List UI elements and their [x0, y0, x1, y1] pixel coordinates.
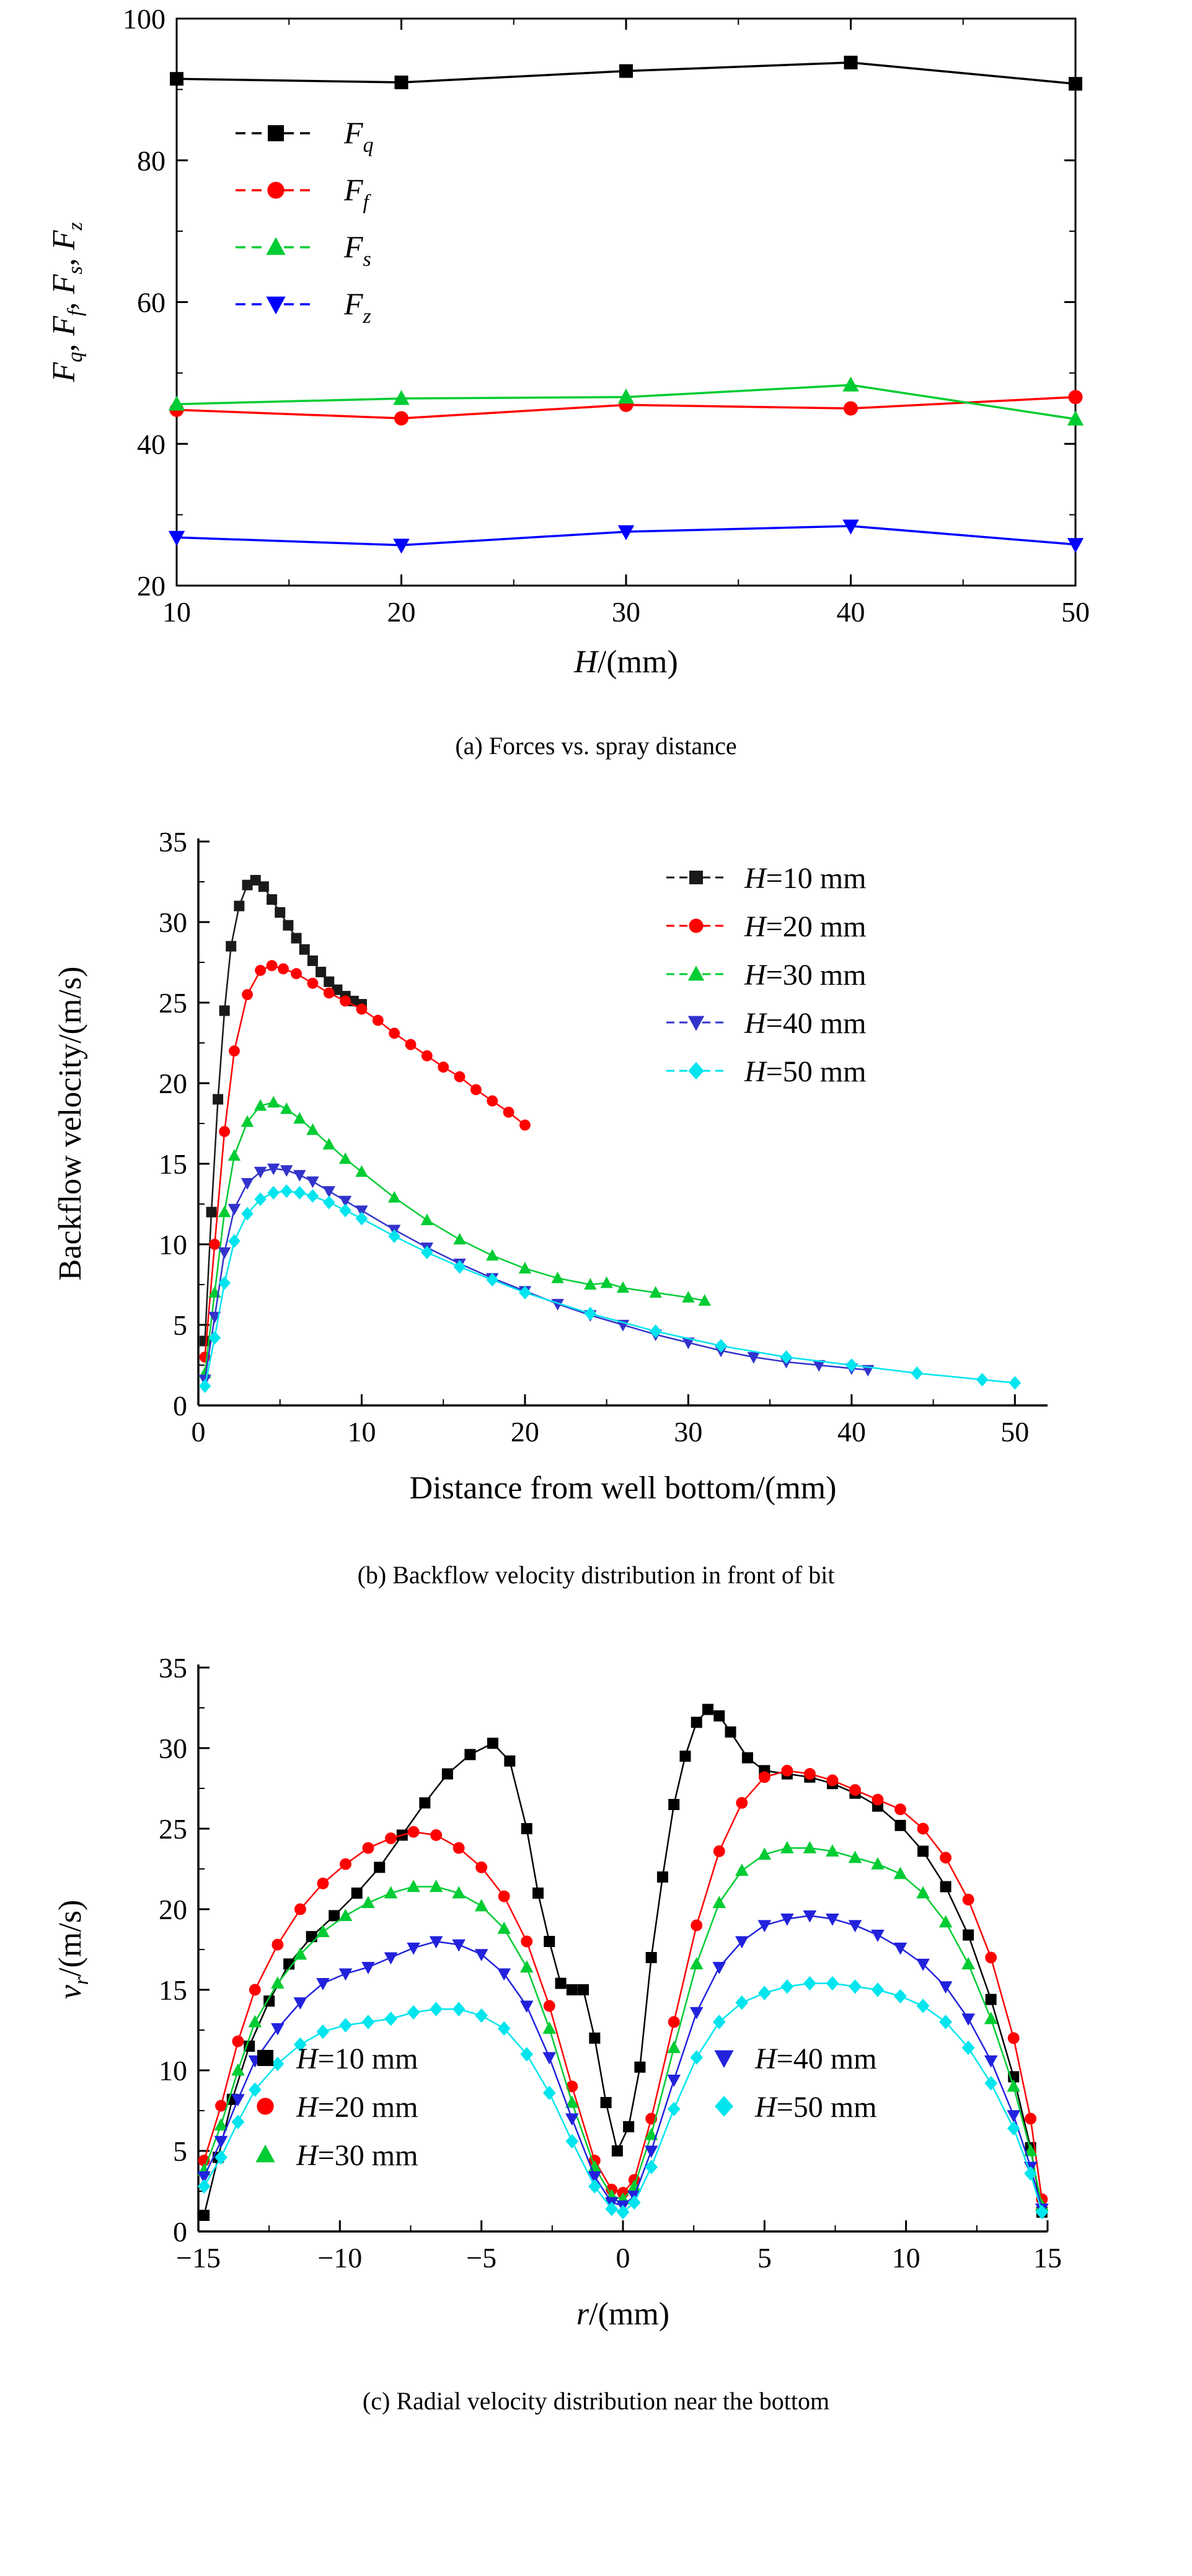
data-point-H=20 mm: [430, 1829, 442, 1841]
data-point-H=20 mm: [781, 1765, 793, 1777]
y-tick-label: 0: [173, 1390, 187, 1422]
data-point-H=50 mm: [976, 1373, 989, 1386]
panel-c: [0, 1624, 1192, 2416]
data-point-H=20 mm: [519, 1120, 531, 1131]
data-point-H=30 mm: [486, 1249, 498, 1261]
data-point-H=50 mm: [984, 2076, 997, 2090]
data-point-H=20 mm: [917, 1823, 929, 1835]
data-point-H=50 mm: [407, 2005, 420, 2020]
data-point-H=40 mm: [271, 2023, 285, 2036]
data-point-H=50 mm: [735, 1995, 748, 2010]
data-point-H=20 mm: [940, 1852, 951, 1863]
chart-c: [0, 1624, 1192, 2386]
x-tick-label: 40: [836, 596, 865, 628]
panel-a-caption: (a) Forces vs. spray distance: [455, 732, 737, 760]
data-point-H=10 mm: [206, 1207, 217, 1218]
data-point-H=50 mm: [323, 1195, 335, 1209]
data-point-H=10 mm: [742, 1752, 753, 1764]
x-axis-label: Distance from well bottom/(mm): [409, 1470, 837, 1506]
data-point-H=20 mm: [373, 1015, 384, 1026]
data-point-H=40 mm: [849, 1920, 862, 1932]
data-point-H=50 mm: [1007, 2121, 1020, 2135]
data-point-H=10 mm: [306, 1931, 317, 1942]
x-tick-label: 50: [1000, 1416, 1030, 1448]
data-point-H=40 mm: [542, 2052, 556, 2065]
data-point-H=50 mm: [781, 1979, 794, 1994]
data-point-H=20 mm: [1025, 2113, 1036, 2125]
data-point-H=50 mm: [453, 2002, 466, 2016]
data-point-H=10 mm: [725, 1726, 736, 1738]
data-point-H=40 mm: [241, 1178, 254, 1190]
data-point-H=50 mm: [1024, 2166, 1037, 2181]
series-line-H=20 mm: [204, 1770, 1042, 2199]
panel-b: [0, 798, 1192, 1590]
data-point-H=30 mm: [407, 1879, 420, 1892]
data-point-H=50 mm: [294, 1186, 306, 1200]
data-point-H=20 mm: [229, 1045, 240, 1057]
data-point-H=30 mm: [916, 1886, 930, 1899]
data-point-H=20 mm: [438, 1062, 449, 1073]
data-point-H=40 mm: [984, 2055, 998, 2068]
y-tick-label: 80: [137, 144, 166, 177]
data-point-H=10 mm: [589, 2033, 600, 2044]
data-point-H=10 mm: [329, 1910, 340, 1921]
data-point-H=30 mm: [421, 1213, 433, 1225]
x-tick-label: 20: [510, 1416, 539, 1448]
data-point-H=30 mm: [803, 1841, 817, 1853]
data-point-H=10 mm: [691, 1717, 702, 1728]
data-point-H=50 mm: [339, 2018, 352, 2033]
data-point-H=10 mm: [917, 1845, 929, 1857]
legend-label-H=20 mm: H=20 mm: [744, 910, 867, 943]
data-point-Fq: [619, 64, 633, 78]
data-point-H=50 mm: [267, 1186, 280, 1200]
data-point-H=10 mm: [351, 1888, 363, 1899]
legend-marker-H=10 mm: [257, 2050, 273, 2066]
data-point-H=40 mm: [520, 2000, 534, 2013]
data-point-H=40 mm: [565, 2113, 579, 2125]
data-point-H=20 mm: [1008, 2033, 1020, 2044]
data-point-H=10 mm: [555, 1978, 567, 1989]
data-point-H=20 mm: [498, 1891, 510, 1902]
data-point-H=50 mm: [894, 1989, 907, 2003]
data-point-H=40 mm: [690, 2007, 704, 2020]
data-point-H=10 mm: [299, 944, 310, 955]
data-point-H=10 mm: [226, 941, 236, 952]
y-tick-label: 30: [159, 1733, 187, 1764]
data-point-H=50 mm: [826, 1976, 839, 1990]
data-point-H=50 mm: [307, 1189, 319, 1203]
data-point-H=20 mm: [826, 1775, 838, 1787]
legend-label-Fz: $F_z$: [344, 286, 371, 328]
data-point-H=50 mm: [199, 1379, 211, 1393]
data-point-H=40 mm: [758, 1920, 772, 1932]
legend-marker-H=30 mm: [255, 2145, 275, 2163]
x-tick-label: 20: [387, 596, 416, 628]
data-point-H=30 mm: [267, 1096, 280, 1108]
data-point-H=20 mm: [307, 978, 318, 989]
data-point-H=10 mm: [198, 2210, 210, 2221]
plot-frame: [177, 19, 1075, 586]
y-axis-label: $v_r/(m/s)$: [53, 1899, 93, 2000]
x-tick-label: 50: [1061, 596, 1090, 628]
data-point-H=20 mm: [454, 1071, 466, 1083]
legend-marker-Fq: [268, 125, 284, 141]
data-point-H=10 mm: [219, 1006, 230, 1016]
y-tick-label: 25: [159, 1813, 187, 1845]
legend-label-H=10 mm: H=10 mm: [744, 862, 867, 895]
legend-label-Ff: $F_f$: [344, 172, 369, 214]
data-point-H=20 mm: [453, 1842, 465, 1854]
data-point-H=50 mm: [543, 2086, 556, 2100]
x-axis-label: r/(mm): [576, 2297, 670, 2332]
legend-label-Fq: $F_q$: [344, 115, 374, 157]
data-point-H=30 mm: [961, 1957, 975, 1969]
data-point-H=10 mm: [419, 1797, 430, 1808]
data-point-H=50 mm: [849, 1979, 862, 1994]
x-tick-label: 30: [674, 1416, 703, 1448]
panel-a: [0, 0, 1192, 761]
data-point-H=10 mm: [307, 956, 318, 966]
x-tick-label: −15: [176, 2242, 221, 2274]
data-point-H=10 mm: [713, 1710, 725, 1721]
data-point-H=50 mm: [803, 1976, 816, 1990]
legend-marker-H=30 mm: [688, 965, 704, 980]
data-point-H=40 mm: [228, 1204, 241, 1216]
legend-marker-Ff: [267, 182, 284, 198]
legend-label-Fs: $F_s$: [344, 229, 371, 271]
y-tick-label: 10: [159, 1229, 187, 1260]
legend-marker-H=40 mm: [688, 1016, 704, 1031]
data-point-H=10 mm: [213, 1094, 223, 1105]
data-point-H=40 mm: [306, 1177, 319, 1189]
data-point-H=20 mm: [278, 963, 289, 974]
panel-c-caption: (c) Radial velocity distribution near the bottom: [362, 2387, 830, 2415]
legend-label-H=30 mm: H=30 mm: [296, 2139, 418, 2172]
data-point-H=20 mm: [475, 1862, 487, 1873]
data-point-H=40 mm: [497, 1968, 511, 1980]
data-point-H=50 mm: [715, 1339, 727, 1353]
data-point-H=50 mm: [585, 1307, 597, 1321]
data-point-H=20 mm: [470, 1084, 482, 1095]
data-point-H=40 mm: [475, 1949, 488, 1961]
y-axis-label: $F_q$, $F_f$, $F_s$, $F_z$: [46, 222, 87, 382]
data-point-H=10 mm: [601, 2097, 612, 2108]
legend-marker-H=10 mm: [689, 871, 703, 884]
data-point-Fq: [1069, 77, 1082, 90]
y-tick-label: 10: [159, 2055, 187, 2086]
data-point-H=50 mm: [565, 2134, 578, 2148]
legend-label-H=10 mm: H=10 mm: [296, 2042, 418, 2075]
data-point-H=40 mm: [316, 1978, 330, 1990]
series-line-H=30 mm: [205, 1102, 705, 1373]
data-point-H=20 mm: [985, 1952, 997, 1964]
data-point-H=20 mm: [272, 1939, 283, 1951]
x-tick-label: 5: [757, 2242, 772, 2274]
data-point-H=20 mm: [872, 1794, 884, 1806]
data-point-H=20 mm: [294, 1904, 306, 1915]
data-point-H=20 mm: [385, 1832, 397, 1844]
data-point-H=10 mm: [464, 1749, 475, 1760]
data-point-H=50 mm: [384, 2011, 397, 2026]
data-point-H=50 mm: [1009, 1376, 1022, 1390]
data-point-H=20 mm: [255, 965, 266, 976]
data-point-H=20 mm: [405, 1039, 417, 1050]
data-point-H=20 mm: [242, 989, 253, 1000]
y-tick-label: 30: [159, 907, 187, 938]
data-point-H=20 mm: [291, 968, 302, 979]
y-tick-label: 20: [137, 570, 166, 602]
data-point-H=30 mm: [228, 1149, 241, 1161]
data-point-H=50 mm: [758, 1986, 771, 2000]
panel-b-caption: (b) Backflow velocity distribution in front of bit: [357, 1561, 835, 1589]
data-point-H=10 mm: [634, 2062, 645, 2073]
data-point-Ff: [844, 402, 858, 416]
data-point-H=40 mm: [939, 1981, 953, 1994]
data-point-H=10 mm: [291, 933, 302, 944]
data-point-H=10 mm: [702, 1704, 713, 1715]
y-tick-label: 20: [159, 1894, 187, 1925]
data-point-H=30 mm: [690, 1957, 704, 1969]
data-point-H=40 mm: [254, 1167, 267, 1179]
data-point-H=50 mm: [713, 2015, 726, 2029]
legend-label-H=20 mm: H=20 mm: [296, 2091, 418, 2124]
data-point-H=50 mm: [317, 2024, 330, 2039]
data-point-H=20 mm: [804, 1768, 816, 1780]
data-point-H=10 mm: [521, 1823, 532, 1834]
data-point-H=20 mm: [340, 995, 351, 1006]
data-point-H=50 mm: [280, 1184, 293, 1198]
chart-b: [0, 798, 1192, 1560]
data-point-H=10 mm: [544, 1936, 555, 1947]
y-tick-label: 15: [159, 1974, 187, 2006]
data-point-H=50 mm: [232, 2115, 245, 2129]
data-point-H=20 mm: [363, 1842, 374, 1854]
data-point-H=50 mm: [917, 1998, 930, 2013]
data-point-Ff: [394, 411, 408, 426]
legend-label-H=40 mm: H=40 mm: [755, 2042, 877, 2075]
data-point-H=10 mm: [267, 894, 277, 905]
data-point-H=20 mm: [713, 1845, 725, 1857]
data-point-H=20 mm: [267, 960, 278, 971]
data-point-H=20 mm: [209, 1239, 220, 1250]
data-point-H=30 mm: [306, 1123, 319, 1135]
data-point-H=30 mm: [894, 1867, 907, 1879]
data-point-H=40 mm: [667, 2075, 681, 2087]
data-point-H=20 mm: [249, 1984, 261, 1996]
data-point-H=30 mm: [361, 1896, 375, 1908]
data-point-H=10 mm: [487, 1738, 498, 1749]
y-tick-label: 35: [159, 826, 187, 858]
data-point-H=40 mm: [452, 1940, 466, 1952]
data-point-H=30 mm: [780, 1841, 794, 1853]
data-point-H=40 mm: [961, 2013, 975, 2026]
data-point-H=30 mm: [519, 1262, 531, 1273]
data-point-H=40 mm: [293, 1170, 306, 1182]
data-point-H=40 mm: [339, 1968, 353, 1980]
data-point-H=10 mm: [532, 1888, 544, 1899]
data-point-H=10 mm: [258, 881, 269, 892]
x-tick-label: 15: [1033, 2242, 1062, 2274]
data-point-H=50 mm: [872, 1982, 885, 1997]
data-point-H=50 mm: [845, 1358, 858, 1372]
data-point-H=10 mm: [895, 1820, 906, 1831]
data-point-H=10 mm: [940, 1881, 951, 1892]
series-line-H=20 mm: [205, 965, 525, 1357]
data-point-H=50 mm: [362, 2015, 375, 2029]
y-tick-label: 40: [137, 428, 166, 460]
legend-marker-H=50 mm: [688, 1062, 704, 1080]
data-point-H=20 mm: [894, 1803, 906, 1815]
data-point-H=30 mm: [712, 1896, 726, 1908]
y-tick-label: 25: [159, 987, 187, 1019]
y-axis-label: Backflow velocity/(m/s): [53, 966, 88, 1281]
data-point-H=30 mm: [355, 1165, 368, 1177]
data-point-H=10 mm: [612, 2145, 623, 2156]
data-point-H=10 mm: [963, 1930, 974, 1941]
data-point-H=40 mm: [384, 1952, 398, 1964]
y-tick-label: 20: [159, 1068, 187, 1099]
legend-marker-H=20 mm: [689, 918, 703, 933]
data-point-H=30 mm: [735, 1863, 749, 1876]
data-point-H=30 mm: [388, 1191, 400, 1203]
data-point-H=10 mm: [316, 967, 326, 977]
data-point-H=30 mm: [475, 1899, 488, 1912]
data-point-H=20 mm: [668, 2016, 680, 2028]
data-point-H=10 mm: [283, 920, 293, 931]
legend-marker-H=20 mm: [257, 2098, 273, 2114]
data-point-H=20 mm: [521, 1936, 532, 1948]
y-tick-label: 0: [173, 2216, 187, 2248]
x-tick-label: 10: [347, 1416, 376, 1448]
data-point-H=10 mm: [275, 907, 285, 918]
data-point-H=10 mm: [679, 1751, 691, 1762]
series-line-H=50 mm: [205, 1191, 1015, 1386]
data-point-H=50 mm: [430, 2002, 443, 2016]
x-axis-label: H/(mm): [574, 644, 678, 680]
data-point-H=50 mm: [617, 2205, 630, 2219]
data-point-H=20 mm: [691, 1920, 702, 1932]
data-point-H=50 mm: [421, 1246, 433, 1259]
x-tick-label: 0: [616, 2242, 630, 2274]
data-point-H=20 mm: [389, 1027, 400, 1039]
y-tick-label: 35: [159, 1652, 187, 1684]
data-point-H=50 mm: [475, 2008, 488, 2023]
legend-label-H=50 mm: H=50 mm: [744, 1055, 867, 1088]
y-tick-label: 100: [123, 3, 166, 35]
data-point-H=40 mm: [712, 1962, 726, 1974]
data-point-H=40 mm: [280, 1165, 293, 1177]
data-point-H=10 mm: [504, 1756, 515, 1767]
series-line-H=40 mm: [205, 1169, 868, 1380]
y-tick-label: 60: [137, 286, 166, 319]
x-tick-label: 0: [191, 1416, 206, 1448]
data-point-H=10 mm: [668, 1799, 679, 1810]
x-tick-label: 10: [891, 2242, 920, 2274]
data-point-H=10 mm: [646, 1952, 657, 1963]
data-point-H=10 mm: [567, 1984, 578, 1995]
legend-label-H=50 mm: H=50 mm: [755, 2091, 877, 2124]
data-point-H=10 mm: [986, 1994, 997, 2005]
data-point-H=10 mm: [374, 1862, 385, 1873]
data-point-Fq: [844, 56, 858, 69]
data-point-H=50 mm: [339, 1203, 351, 1217]
data-point-H=10 mm: [234, 901, 244, 912]
data-point-H=30 mm: [600, 1277, 612, 1288]
data-point-H=10 mm: [623, 2121, 634, 2132]
legend-label-H=40 mm: H=40 mm: [744, 1007, 867, 1040]
data-point-Ff: [1068, 390, 1082, 404]
data-point-H=10 mm: [442, 1769, 453, 1780]
data-point-H=30 mm: [293, 1112, 306, 1124]
data-point-H=30 mm: [280, 1102, 293, 1114]
data-point-H=20 mm: [503, 1107, 514, 1118]
data-point-H=20 mm: [232, 2036, 244, 2047]
data-point-H=40 mm: [894, 1943, 907, 1955]
data-point-Fq: [170, 72, 183, 86]
data-point-H=20 mm: [963, 1894, 974, 1906]
data-point-H=20 mm: [736, 1797, 748, 1809]
y-tick-label: 5: [173, 2135, 187, 2167]
data-point-H=30 mm: [453, 1233, 466, 1245]
data-point-H=20 mm: [408, 1826, 420, 1838]
data-point-H=30 mm: [339, 1909, 353, 1921]
data-point-H=50 mm: [668, 2102, 681, 2116]
data-point-H=20 mm: [759, 1771, 770, 1783]
data-point-H=50 mm: [628, 2196, 641, 2210]
data-point-H=40 mm: [871, 1930, 885, 1942]
data-point-H=10 mm: [657, 1871, 668, 1883]
legend-marker-H=50 mm: [715, 2096, 733, 2117]
legend-marker-H=40 mm: [714, 2051, 733, 2068]
data-point-H=20 mm: [487, 1096, 498, 1107]
data-point-H=30 mm: [218, 1205, 231, 1217]
data-point-Fq: [395, 76, 408, 89]
x-tick-label: 40: [837, 1416, 866, 1448]
data-point-H=20 mm: [324, 987, 335, 998]
chart-a: [0, 0, 1192, 731]
data-point-H=50 mm: [911, 1366, 923, 1380]
data-point-H=50 mm: [228, 1234, 241, 1248]
x-tick-label: 30: [612, 596, 640, 628]
x-tick-label: −10: [317, 2242, 363, 2274]
data-point-H=20 mm: [356, 1003, 368, 1014]
data-point-H=50 mm: [690, 2051, 703, 2065]
data-point-H=20 mm: [544, 2000, 555, 2012]
data-point-H=10 mm: [578, 1984, 589, 1995]
legend-label-H=30 mm: H=30 mm: [744, 959, 867, 991]
y-tick-label: 15: [159, 1148, 187, 1180]
x-tick-label: −5: [466, 2242, 497, 2274]
data-point-H=20 mm: [422, 1050, 433, 1062]
data-point-H=20 mm: [849, 1784, 861, 1796]
data-point-H=20 mm: [219, 1126, 230, 1137]
data-point-H=20 mm: [340, 1858, 351, 1870]
y-tick-label: 5: [173, 1309, 187, 1341]
x-tick-label: 10: [162, 596, 191, 628]
data-point-H=30 mm: [430, 1879, 443, 1892]
data-point-H=20 mm: [317, 1878, 329, 1889]
data-point-H=30 mm: [520, 1960, 534, 1972]
data-point-H=40 mm: [407, 1943, 420, 1955]
